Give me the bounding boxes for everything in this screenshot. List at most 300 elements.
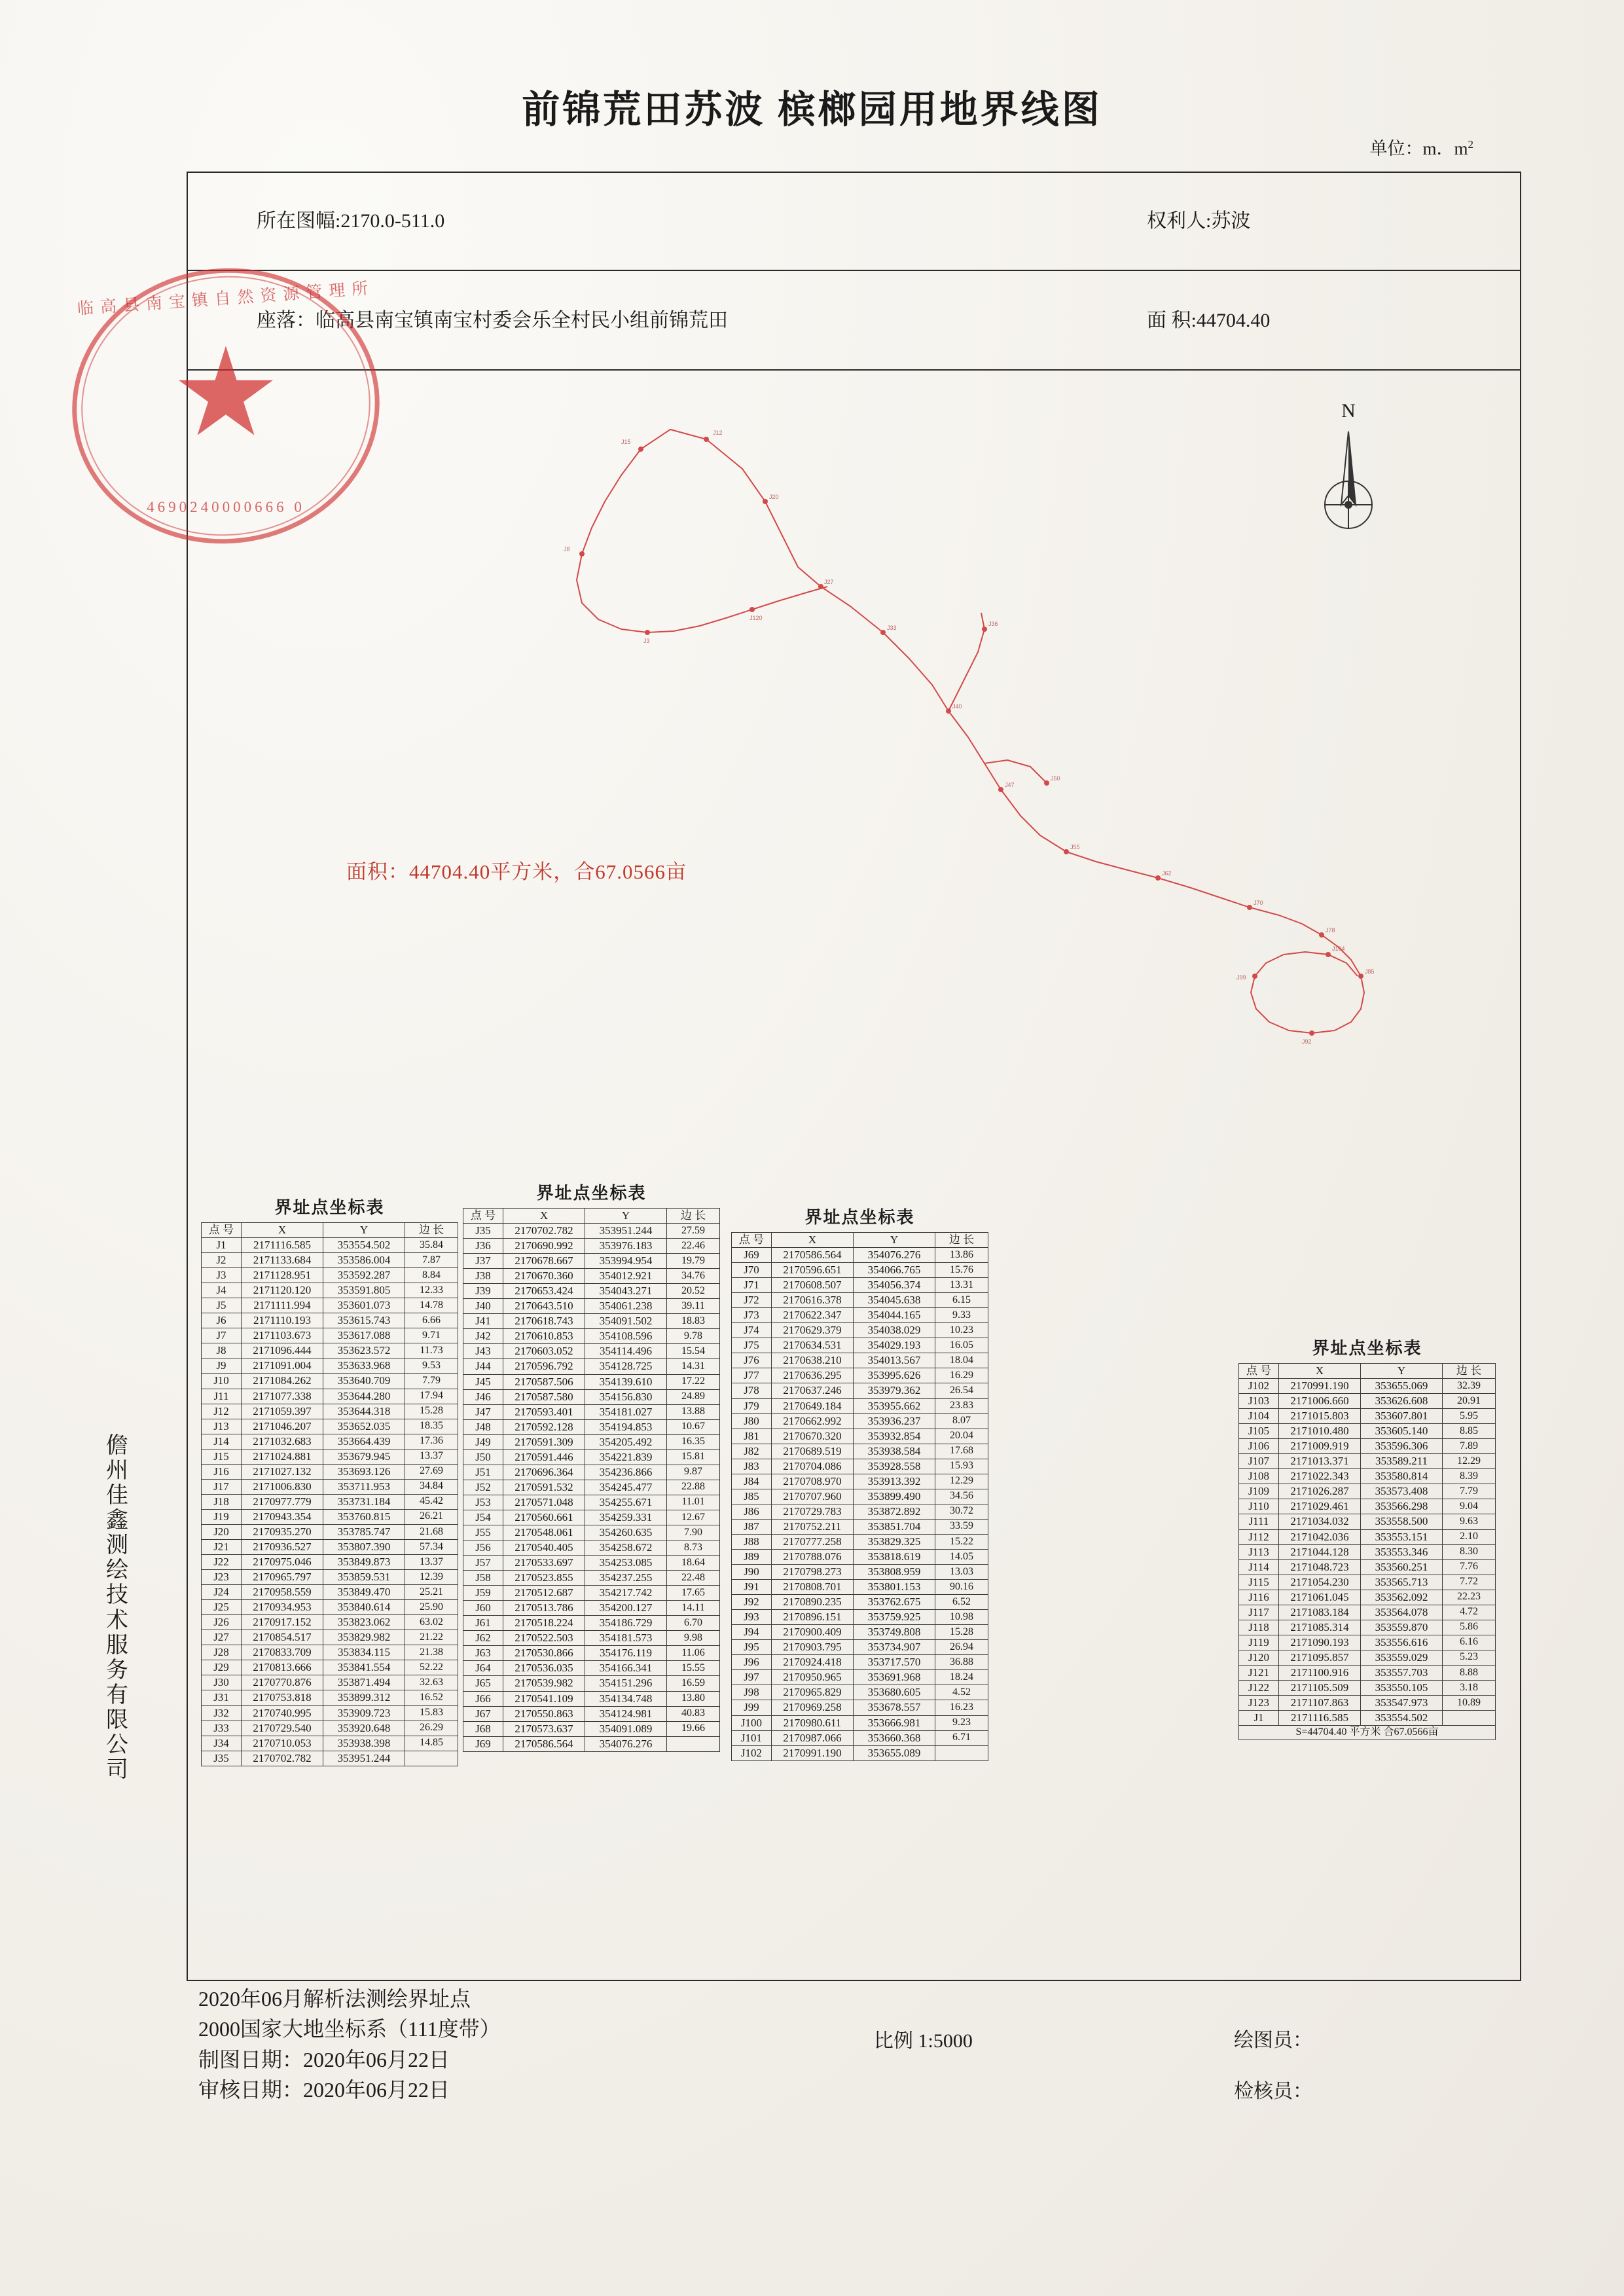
compass-north-label: N	[1341, 400, 1356, 422]
cell-y: 353586.004	[323, 1253, 405, 1268]
cell-point-id: J45	[463, 1374, 503, 1389]
table-row	[463, 1299, 720, 1314]
cell-point-id: J67	[463, 1706, 503, 1721]
cell-x: 2170587.506	[503, 1374, 585, 1389]
cell-y: 354056.374	[854, 1278, 935, 1293]
cell-y: 353801.153	[854, 1580, 935, 1595]
cell-y: 353679.945	[323, 1449, 405, 1464]
cell-x: 2170965.797	[242, 1570, 323, 1585]
cell-x: 2170518.224	[503, 1616, 585, 1631]
cell-x: 2170690.992	[503, 1239, 585, 1254]
cell-edge-length: 13.86	[935, 1248, 988, 1263]
cell-y: 354221.839	[585, 1449, 667, 1465]
cell-x: 2171006.660	[1279, 1394, 1361, 1409]
table-row	[202, 1494, 458, 1509]
cell-x: 2171034.032	[1279, 1514, 1361, 1529]
cell-point-id: J53	[463, 1495, 503, 1510]
cell-point-id: J16	[202, 1464, 242, 1479]
table-row	[463, 1646, 720, 1661]
cell-x: 2170636.295	[772, 1368, 854, 1383]
cell-y: 353928.558	[854, 1459, 935, 1474]
cell-edge-length: 15.93	[935, 1459, 988, 1474]
cell-edge-length: 9.78	[667, 1329, 720, 1344]
table-row	[202, 1449, 458, 1464]
cell-point-id: J83	[732, 1459, 772, 1474]
cell-edge-length: 17.65	[667, 1586, 720, 1601]
table-row	[463, 1661, 720, 1676]
table-row	[202, 1358, 458, 1374]
svg-text:J99: J99	[1236, 974, 1246, 981]
cell-y: 353849.470	[323, 1585, 405, 1600]
cell-y: 354108.596	[585, 1329, 667, 1344]
cell-x: 2170523.855	[503, 1571, 585, 1586]
cell-y: 354200.127	[585, 1601, 667, 1616]
cell-point-id: J58	[463, 1571, 503, 1586]
cell-edge-length: 20.52	[667, 1284, 720, 1299]
cell-edge-length: 27.59	[667, 1224, 720, 1239]
cell-x: 2171085.314	[1279, 1620, 1361, 1635]
cell-x: 2170900.409	[772, 1625, 854, 1640]
cell-edge-length: 25.21	[405, 1585, 458, 1600]
cell-x: 2171090.193	[1279, 1635, 1361, 1650]
cell-point-id: J80	[732, 1413, 772, 1429]
cell-point-id: J59	[463, 1586, 503, 1601]
cell-edge-length: 7.72	[1443, 1575, 1496, 1590]
table-row	[732, 1293, 988, 1308]
table-row	[202, 1238, 458, 1253]
table-row	[463, 1239, 720, 1254]
cell-edge-length: 26.54	[935, 1383, 988, 1398]
cell-edge-length: 13.31	[935, 1278, 988, 1293]
table-row	[1239, 1590, 1496, 1605]
cell-point-id: J3	[202, 1268, 242, 1283]
th-y: Y	[854, 1233, 935, 1248]
table-row	[202, 1313, 458, 1328]
cell-y: 353871.494	[323, 1675, 405, 1690]
table-3	[731, 1232, 988, 1761]
cell-point-id: J82	[732, 1444, 772, 1459]
cell-edge-length: 25.90	[405, 1600, 458, 1615]
cell-point-id: J84	[732, 1474, 772, 1489]
cell-y: 354156.830	[585, 1389, 667, 1404]
cell-point-id: J60	[463, 1601, 503, 1616]
table-row	[463, 1525, 720, 1540]
th-id: 点 号	[732, 1233, 772, 1248]
th-edge: 边 长	[935, 1233, 988, 1248]
cell-point-id: J54	[463, 1510, 503, 1525]
cell-edge-length: 15.81	[667, 1449, 720, 1465]
cell-x: 2171100.916	[1279, 1665, 1361, 1680]
header-block	[188, 173, 1520, 371]
svg-text:J120: J120	[749, 615, 763, 621]
cell-point-id: J94	[732, 1625, 772, 1640]
cell-edge-length: 52.22	[405, 1660, 458, 1675]
table-summary: S=44704.40 平方米 合67.0566亩	[1239, 1726, 1496, 1740]
cell-edge-length: 5.23	[1443, 1650, 1496, 1665]
cell-y: 354114.496	[585, 1344, 667, 1359]
table-row	[732, 1670, 988, 1685]
cell-y: 353655.069	[1361, 1379, 1443, 1394]
cell-y: 353951.244	[585, 1224, 667, 1239]
cell-edge-length: 9.71	[405, 1328, 458, 1343]
cell-x: 2170571.048	[503, 1495, 585, 1510]
cell-x: 2170618.743	[503, 1314, 585, 1329]
cell-y: 354260.635	[585, 1525, 667, 1540]
compass	[1299, 400, 1398, 564]
cell-point-id: J111	[1239, 1514, 1279, 1529]
cell-edge-length: 22.48	[667, 1571, 720, 1586]
cell-point-id: J102	[1239, 1379, 1279, 1394]
cell-edge-length: 8.85	[1443, 1424, 1496, 1439]
cell-point-id: J79	[732, 1398, 772, 1413]
cell-x: 2170591.309	[503, 1434, 585, 1449]
cell-y: 353840.614	[323, 1600, 405, 1615]
svg-text:J104: J104	[1332, 945, 1345, 952]
cell-y: 353564.078	[1361, 1605, 1443, 1620]
cell-y: 353899.312	[323, 1690, 405, 1705]
cell-x: 2170670.360	[503, 1269, 585, 1284]
cell-x: 2170548.061	[503, 1525, 585, 1540]
cell-edge-length: 12.33	[405, 1283, 458, 1298]
cell-x: 2170903.795	[772, 1640, 854, 1655]
cell-x: 2170522.503	[503, 1631, 585, 1646]
cell-y: 353601.073	[323, 1298, 405, 1313]
cell-edge-length: 8.73	[667, 1540, 720, 1556]
cell-edge-length: 14.85	[405, 1736, 458, 1751]
cell-y: 354259.331	[585, 1510, 667, 1525]
table-row	[732, 1730, 988, 1745]
cell-point-id: J49	[463, 1434, 503, 1449]
cell-x: 2170729.783	[772, 1504, 854, 1519]
cell-x: 2170533.697	[503, 1556, 585, 1571]
cell-point-id: J7	[202, 1328, 242, 1343]
cell-x: 2170740.995	[242, 1705, 323, 1721]
cell-edge-length: 3.18	[1443, 1680, 1496, 1695]
cell-x: 2170729.540	[242, 1721, 323, 1736]
cell-y: 353851.704	[854, 1519, 935, 1534]
table-row	[202, 1268, 458, 1283]
cell-edge-length: 6.71	[935, 1730, 988, 1745]
cell-y: 353762.675	[854, 1595, 935, 1610]
cell-point-id: J15	[202, 1449, 242, 1464]
cell-y: 353909.723	[323, 1705, 405, 1721]
cell-y: 353562.092	[1361, 1590, 1443, 1605]
cell-y: 353615.743	[323, 1313, 405, 1328]
table-row	[202, 1736, 458, 1751]
cell-x: 2170696.364	[503, 1465, 585, 1480]
cell-edge-length: 7.79	[405, 1374, 458, 1389]
table-row	[202, 1721, 458, 1736]
cell-point-id: J74	[732, 1323, 772, 1338]
cell-point-id: J19	[202, 1509, 242, 1524]
cell-edge-length: 21.22	[405, 1630, 458, 1645]
cell-edge-length: 7.79	[1443, 1484, 1496, 1499]
svg-text:J27: J27	[824, 579, 834, 585]
cell-point-id: J98	[732, 1685, 772, 1700]
cell-x: 2170662.992	[772, 1413, 854, 1429]
cell-edge-length: 10.67	[667, 1419, 720, 1434]
cell-y: 353693.126	[323, 1464, 405, 1479]
cell-point-id: J122	[1239, 1680, 1279, 1695]
cell-x: 2170777.258	[772, 1534, 854, 1549]
cell-point-id: J89	[732, 1549, 772, 1564]
cell-y: 353920.648	[323, 1721, 405, 1736]
cell-edge-length: 4.72	[1443, 1605, 1496, 1620]
th-y: Y	[1361, 1364, 1443, 1379]
table-row	[732, 1565, 988, 1580]
cell-point-id: J68	[463, 1721, 503, 1736]
table-row	[202, 1705, 458, 1721]
unit-text: 单位：m．m	[1369, 139, 1468, 158]
svg-text:J15: J15	[621, 439, 631, 445]
cell-edge-length: 16.05	[935, 1338, 988, 1353]
svg-text:J12: J12	[713, 429, 723, 436]
drawer-label: 绘图员：	[1234, 2030, 1312, 2051]
checker-label: 检核员：	[1234, 2081, 1312, 2102]
cell-edge-length: 8.07	[935, 1413, 988, 1429]
cell-y: 353550.105	[1361, 1680, 1443, 1695]
cell-point-id: J118	[1239, 1620, 1279, 1635]
cell-x: 2170573.637	[503, 1721, 585, 1736]
table-row	[732, 1368, 988, 1383]
cell-y: 353644.280	[323, 1389, 405, 1404]
cell-y: 353841.554	[323, 1660, 405, 1675]
cell-y: 354166.341	[585, 1661, 667, 1676]
cell-edge-length: 27.69	[405, 1464, 458, 1479]
cell-point-id: J108	[1239, 1469, 1279, 1484]
cell-point-id: J43	[463, 1344, 503, 1359]
table-row	[732, 1504, 988, 1519]
cell-point-id: J106	[1239, 1439, 1279, 1454]
cell-x: 2170560.661	[503, 1510, 585, 1525]
cell-y: 353976.183	[585, 1239, 667, 1254]
table-row	[463, 1344, 720, 1359]
cell-y: 353655.089	[854, 1745, 935, 1760]
table-row	[463, 1449, 720, 1465]
cell-y: 353644.318	[323, 1404, 405, 1419]
cell-x: 2171105.509	[1279, 1680, 1361, 1695]
cell-x: 2170591.446	[503, 1449, 585, 1465]
cell-point-id: J88	[732, 1534, 772, 1549]
cell-edge-length: 15.55	[667, 1661, 720, 1676]
sheet-number: 所在图幅:2170.0-511.0	[257, 210, 445, 232]
cell-y: 353818.619	[854, 1549, 935, 1564]
th-x: X	[1279, 1364, 1361, 1379]
cell-y: 353553.151	[1361, 1529, 1443, 1544]
cell-edge-length: 14.11	[667, 1601, 720, 1616]
table-row	[732, 1263, 988, 1278]
cell-point-id: J64	[463, 1661, 503, 1676]
cell-y: 354124.981	[585, 1706, 667, 1721]
table-row	[202, 1298, 458, 1313]
cell-edge-length: 16.23	[935, 1700, 988, 1715]
cell-y: 354044.165	[854, 1308, 935, 1323]
table-row	[1239, 1620, 1496, 1635]
cell-x: 2170987.066	[772, 1730, 854, 1745]
cell-edge-length: 8.84	[405, 1268, 458, 1283]
cell-x: 2170653.424	[503, 1284, 585, 1299]
cell-x: 2170513.786	[503, 1601, 585, 1616]
cell-x: 2171059.397	[242, 1404, 323, 1419]
cell-edge-length: 34.56	[935, 1489, 988, 1504]
cell-point-id: J77	[732, 1368, 772, 1383]
cell-edge-length: 12.29	[1443, 1454, 1496, 1469]
svg-text:J47: J47	[1005, 782, 1015, 788]
cell-y: 353633.968	[323, 1358, 405, 1374]
seal-bottom-text: 4690240000666 0	[147, 499, 305, 515]
cell-point-id: J14	[202, 1434, 242, 1449]
table-row	[463, 1465, 720, 1480]
cell-edge-length: 14.31	[667, 1359, 720, 1374]
cell-x: 2170708.970	[772, 1474, 854, 1489]
cell-y: 353731.184	[323, 1494, 405, 1509]
cell-x: 2171009.919	[1279, 1439, 1361, 1454]
cell-x: 2170808.701	[772, 1580, 854, 1595]
table-row	[463, 1374, 720, 1389]
cell-edge-length: 9.53	[405, 1358, 458, 1374]
cell-x: 2170854.517	[242, 1630, 323, 1645]
coordinate-table-4	[1238, 1335, 1496, 1740]
cell-point-id: J116	[1239, 1590, 1279, 1605]
table-row	[463, 1329, 720, 1344]
table-row	[732, 1489, 988, 1504]
cell-x: 2170710.053	[242, 1736, 323, 1751]
svg-text:J40: J40	[952, 703, 962, 710]
cell-y: 353938.398	[323, 1736, 405, 1751]
cell-y: 353591.805	[323, 1283, 405, 1298]
table-row	[463, 1691, 720, 1706]
cell-y: 354012.921	[585, 1269, 667, 1284]
svg-text:J50: J50	[1051, 775, 1060, 782]
cell-point-id: J57	[463, 1556, 503, 1571]
table-row	[732, 1444, 988, 1459]
cell-point-id: J105	[1239, 1424, 1279, 1439]
table-row	[202, 1524, 458, 1539]
table-4	[1238, 1363, 1496, 1740]
table-row	[732, 1383, 988, 1398]
cell-y: 353829.982	[323, 1630, 405, 1645]
cell-x: 2170950.965	[772, 1670, 854, 1685]
cell-point-id: J9	[202, 1358, 242, 1374]
cell-edge-length: 2.10	[1443, 1529, 1496, 1544]
table-row	[1239, 1650, 1496, 1665]
cell-edge-length: 11.73	[405, 1343, 458, 1358]
map-area-note: 面积：44704.40平方米，合67.0566亩	[346, 860, 687, 883]
table-row	[463, 1269, 720, 1284]
cell-edge-length: 12.39	[405, 1570, 458, 1585]
table-row	[463, 1721, 720, 1736]
cell-x: 2171029.461	[1279, 1499, 1361, 1514]
table-row	[202, 1389, 458, 1404]
cell-y: 353640.709	[323, 1374, 405, 1389]
cell-point-id: J36	[463, 1239, 503, 1254]
cell-y: 354176.119	[585, 1646, 667, 1661]
cell-point-id: J107	[1239, 1454, 1279, 1469]
cell-y: 353994.954	[585, 1254, 667, 1269]
cell-point-id: J123	[1239, 1696, 1279, 1711]
cell-y: 353734.907	[854, 1640, 935, 1655]
cell-y: 353680.605	[854, 1685, 935, 1700]
table-row	[202, 1615, 458, 1630]
table-row	[1239, 1696, 1496, 1711]
main-frame	[187, 172, 1521, 1981]
cell-point-id: J97	[732, 1670, 772, 1685]
cell-x: 2171044.128	[1279, 1544, 1361, 1559]
cell-edge-length: 45.42	[405, 1494, 458, 1509]
table-row	[1239, 1439, 1496, 1454]
table-row	[463, 1404, 720, 1419]
cell-edge-length: 17.22	[667, 1374, 720, 1389]
cell-x: 2171116.585	[242, 1238, 323, 1253]
cell-edge-length: 17.94	[405, 1389, 458, 1404]
cell-x: 2170752.211	[772, 1519, 854, 1534]
cell-point-id: J56	[463, 1540, 503, 1556]
table-row	[202, 1600, 458, 1615]
area: 面 积:44704.40	[1147, 310, 1271, 331]
table-row	[202, 1374, 458, 1389]
cell-edge-length: 9.04	[1443, 1499, 1496, 1514]
cell-edge-length: 22.23	[1443, 1590, 1496, 1605]
cell-y: 353829.325	[854, 1534, 935, 1549]
th-y: Y	[323, 1223, 405, 1238]
cell-x: 2171128.951	[242, 1268, 323, 1283]
cell-y: 354255.671	[585, 1495, 667, 1510]
cell-x: 2171015.803	[1279, 1409, 1361, 1424]
cell-y: 353913.392	[854, 1474, 935, 1489]
table-row	[463, 1631, 720, 1646]
table-row	[1239, 1424, 1496, 1439]
table-row	[732, 1610, 988, 1625]
table-row	[463, 1556, 720, 1571]
cell-y: 353580.814	[1361, 1469, 1443, 1484]
table-1	[201, 1222, 458, 1766]
cell-edge-length: 13.37	[405, 1449, 458, 1464]
cell-x: 2170943.354	[242, 1509, 323, 1524]
table-row	[732, 1323, 988, 1338]
cell-point-id: J69	[463, 1736, 503, 1751]
cell-point-id: J93	[732, 1610, 772, 1625]
cell-x: 2170896.151	[772, 1610, 854, 1625]
cell-point-id: J99	[732, 1700, 772, 1715]
cell-point-id: J35	[202, 1751, 242, 1766]
cell-point-id: J117	[1239, 1605, 1279, 1620]
cell-point-id: J4	[202, 1283, 242, 1298]
seal-top-text: 临高县南宝镇自然资源管理所	[77, 280, 376, 318]
cell-x: 2170991.190	[1279, 1379, 1361, 1394]
cell-y: 353589.211	[1361, 1454, 1443, 1469]
cell-point-id: J25	[202, 1600, 242, 1615]
cell-x: 2170788.076	[772, 1549, 854, 1564]
cell-point-id: J92	[732, 1595, 772, 1610]
cell-point-id: J48	[463, 1419, 503, 1434]
cell-y: 353556.616	[1361, 1635, 1443, 1650]
cell-edge-length: 35.84	[405, 1238, 458, 1253]
cell-edge-length: 30.72	[935, 1504, 988, 1519]
table-row	[1239, 1559, 1496, 1575]
cell-point-id: J17	[202, 1479, 242, 1494]
cell-edge-length: 22.88	[667, 1480, 720, 1495]
table-row	[1239, 1575, 1496, 1590]
cell-point-id: J2	[202, 1253, 242, 1268]
cell-point-id: J100	[732, 1715, 772, 1730]
cell-edge-length: 9.98	[667, 1631, 720, 1646]
cell-point-id: J10	[202, 1374, 242, 1389]
cell-edge-length: 11.01	[667, 1495, 720, 1510]
cell-y: 354029.193	[854, 1338, 935, 1353]
cell-point-id: J40	[463, 1299, 503, 1314]
cell-point-id: J65	[463, 1676, 503, 1691]
cell-x: 2170596.792	[503, 1359, 585, 1374]
